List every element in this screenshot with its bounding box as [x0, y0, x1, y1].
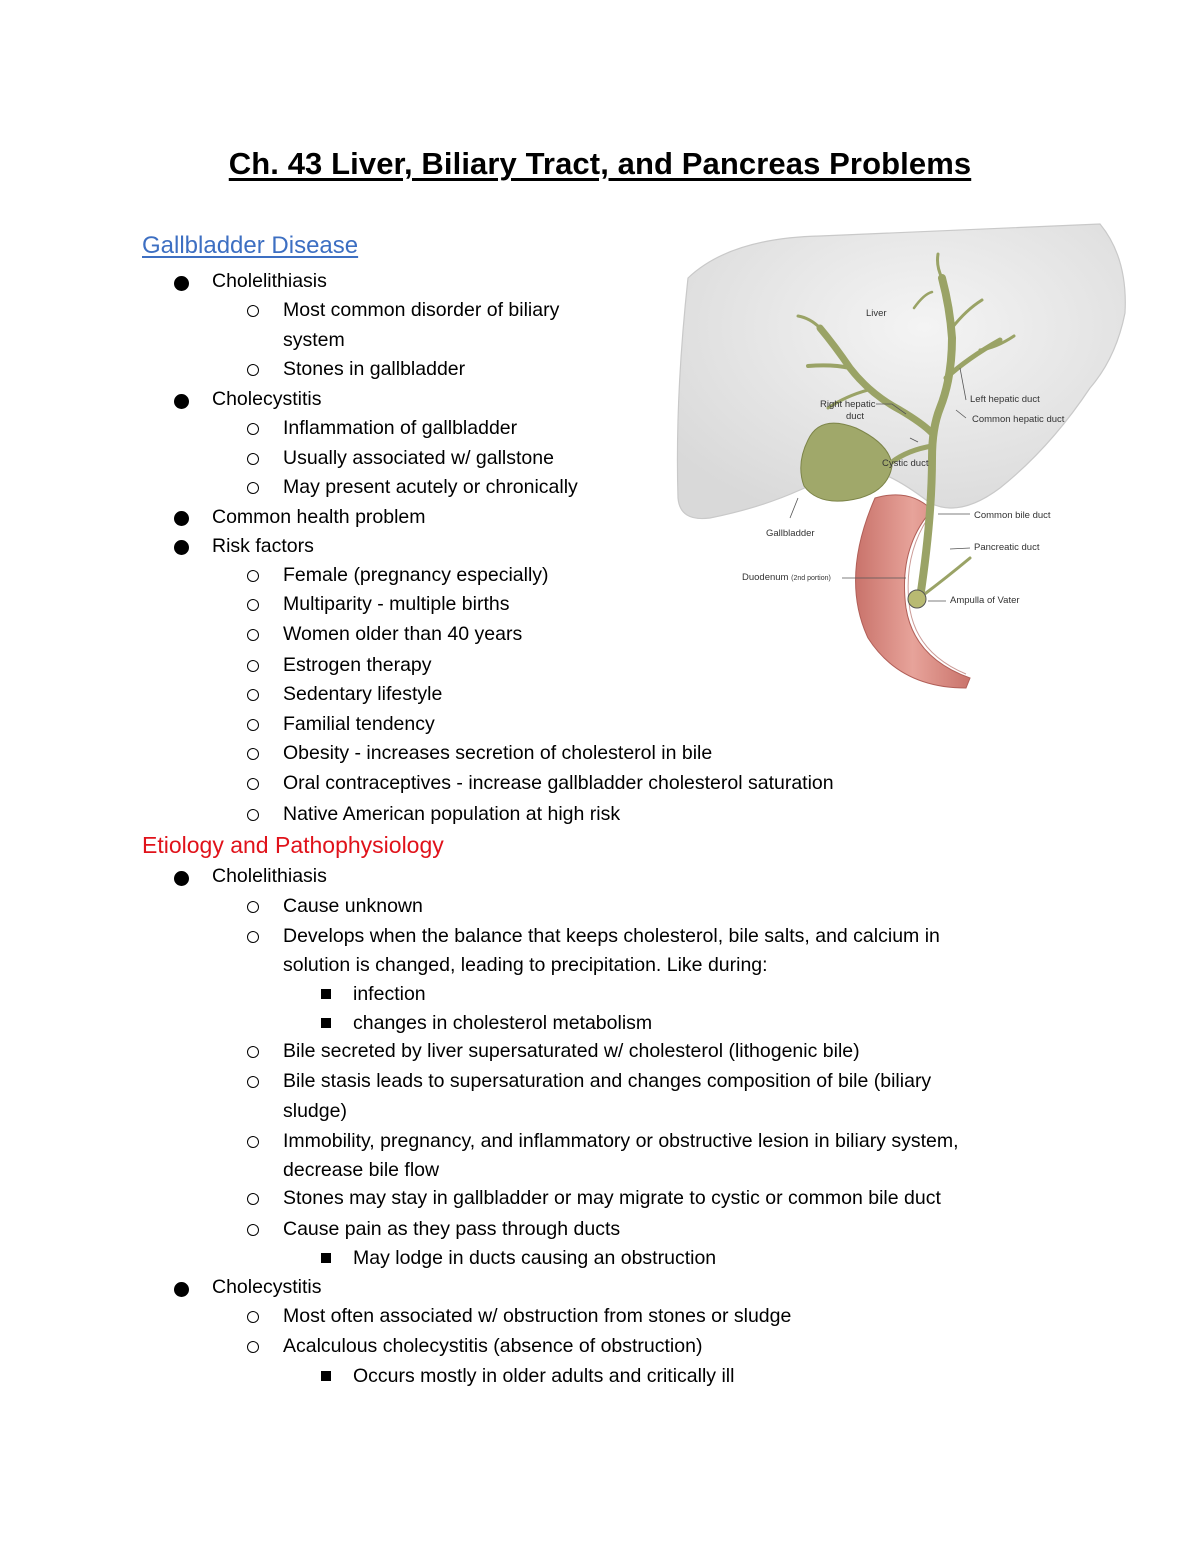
- circle-bullet-icon: [247, 305, 259, 317]
- bullet-icon: [174, 276, 189, 291]
- page-title: Ch. 43 Liver, Biliary Tract, and Pancreas Problems: [228, 146, 972, 181]
- circle-bullet-icon: [247, 901, 259, 913]
- list-item: May lodge in ducts causing an obstruction: [353, 1247, 717, 1269]
- label-duodenum-text: Duodenum: [742, 572, 789, 583]
- list-item: Occurs mostly in older adults and critically ill: [353, 1365, 735, 1387]
- section-heading-gallbladder-disease: Gallbladder Disease: [142, 232, 359, 259]
- circle-bullet-icon: [247, 453, 259, 465]
- list-item: May present acutely or chronically: [283, 476, 578, 498]
- list-item: Female (pregnancy especially): [283, 564, 549, 586]
- section-heading-etiology: Etiology and Pathophysiology: [142, 832, 444, 858]
- circle-bullet-icon: [247, 1224, 259, 1236]
- square-bullet-icon: [321, 1253, 331, 1263]
- square-bullet-icon: [321, 1371, 331, 1381]
- circle-bullet-icon: [247, 364, 259, 376]
- bullet-icon: [174, 871, 189, 886]
- list-item: solution is changed, leading to precipitation. Like during:: [283, 954, 768, 976]
- circle-bullet-icon: [247, 931, 259, 943]
- biliary-anatomy-figure: [670, 218, 1130, 693]
- circle-bullet-icon: [247, 689, 259, 701]
- square-bullet-icon: [321, 1018, 331, 1028]
- circle-bullet-icon: [247, 599, 259, 611]
- label-common-bile-duct: Common bile duct: [974, 510, 1051, 521]
- label-pancreatic-duct: Pancreatic duct: [974, 542, 1040, 553]
- list-item: Sedentary lifestyle: [283, 683, 443, 705]
- list-item: Cause unknown: [283, 895, 423, 917]
- list-item: Familial tendency: [283, 713, 435, 735]
- list-item: Cholecystitis: [212, 1276, 322, 1298]
- list-item: Multiparity - multiple births: [283, 593, 510, 615]
- circle-bullet-icon: [247, 719, 259, 731]
- circle-bullet-icon: [247, 423, 259, 435]
- bullet-icon: [174, 394, 189, 409]
- list-item: Cholelithiasis: [212, 865, 327, 887]
- bullet-icon: [174, 511, 189, 526]
- list-item: infection: [353, 983, 426, 1005]
- square-bullet-icon: [321, 989, 331, 999]
- list-item: Cholecystitis: [212, 388, 322, 410]
- label-cystic-duct: Cystic duct: [882, 458, 929, 469]
- list-item: sludge): [283, 1100, 347, 1122]
- biliary-anatomy-illustration: [670, 218, 1130, 693]
- circle-bullet-icon: [247, 748, 259, 760]
- list-item: Develops when the balance that keeps cholesterol, bile salts, and calcium in: [283, 925, 940, 947]
- list-item: Oral contraceptives - increase gallbladder cholesterol saturation: [283, 772, 834, 794]
- label-liver: Liver: [866, 308, 887, 319]
- label-left-hepatic-duct: Left hepatic duct: [970, 394, 1040, 405]
- list-item: Cause pain as they pass through ducts: [283, 1218, 621, 1240]
- label-gallbladder: Gallbladder: [766, 528, 815, 539]
- label-ampulla-of-vater: Ampulla of Vater: [950, 595, 1020, 606]
- list-item: Bile stasis leads to supersaturation and changes composition of bile (biliary: [283, 1070, 932, 1092]
- circle-bullet-icon: [247, 482, 259, 494]
- list-item: changes in cholesterol metabolism: [353, 1012, 653, 1034]
- circle-bullet-icon: [247, 629, 259, 641]
- circle-bullet-icon: [247, 1136, 259, 1148]
- list-item: Most common disorder of biliary: [283, 299, 560, 321]
- circle-bullet-icon: [247, 660, 259, 672]
- list-item: Stones in gallbladder: [283, 358, 466, 380]
- list-item: Usually associated w/ gallstone: [283, 447, 554, 469]
- list-item: Cholelithiasis: [212, 270, 327, 292]
- list-item: Most often associated w/ obstruction from stones or sludge: [283, 1305, 792, 1327]
- circle-bullet-icon: [247, 778, 259, 790]
- label-duodenum-small: (2nd portion): [791, 575, 831, 582]
- list-item: system: [283, 329, 345, 351]
- list-item: Inflammation of gallbladder: [283, 417, 518, 439]
- circle-bullet-icon: [247, 809, 259, 821]
- circle-bullet-icon: [247, 1193, 259, 1205]
- label-common-hepatic-duct: Common hepatic duct: [972, 414, 1065, 425]
- label-right-hepatic-duct-2: duct: [846, 411, 864, 422]
- bullet-icon: [174, 540, 189, 555]
- list-item: Stones may stay in gallbladder or may migrate to cystic or common bile duct: [283, 1187, 941, 1209]
- list-item: Women older than 40 years: [283, 623, 523, 645]
- list-item: Risk factors: [212, 535, 314, 557]
- label-duodenum: [742, 572, 831, 583]
- circle-bullet-icon: [247, 1076, 259, 1088]
- list-item: Acalculous cholecystitis (absence of obstruction): [283, 1335, 703, 1357]
- circle-bullet-icon: [247, 1046, 259, 1058]
- list-item: Obesity - increases secretion of cholesterol in bile: [283, 742, 713, 764]
- list-item: Common health problem: [212, 506, 426, 528]
- list-item: Immobility, pregnancy, and inflammatory or obstructive lesion in biliary system,: [283, 1130, 959, 1152]
- list-item: decrease bile flow: [283, 1159, 440, 1181]
- list-item: Bile secreted by liver supersaturated w/ cholesterol (lithogenic bile): [283, 1040, 860, 1062]
- circle-bullet-icon: [247, 1341, 259, 1353]
- label-right-hepatic-duct: Right hepatic: [820, 399, 876, 410]
- circle-bullet-icon: [247, 570, 259, 582]
- list-item: Estrogen therapy: [283, 654, 432, 676]
- list-item: Native American population at high risk: [283, 803, 621, 825]
- bullet-icon: [174, 1282, 189, 1297]
- circle-bullet-icon: [247, 1311, 259, 1323]
